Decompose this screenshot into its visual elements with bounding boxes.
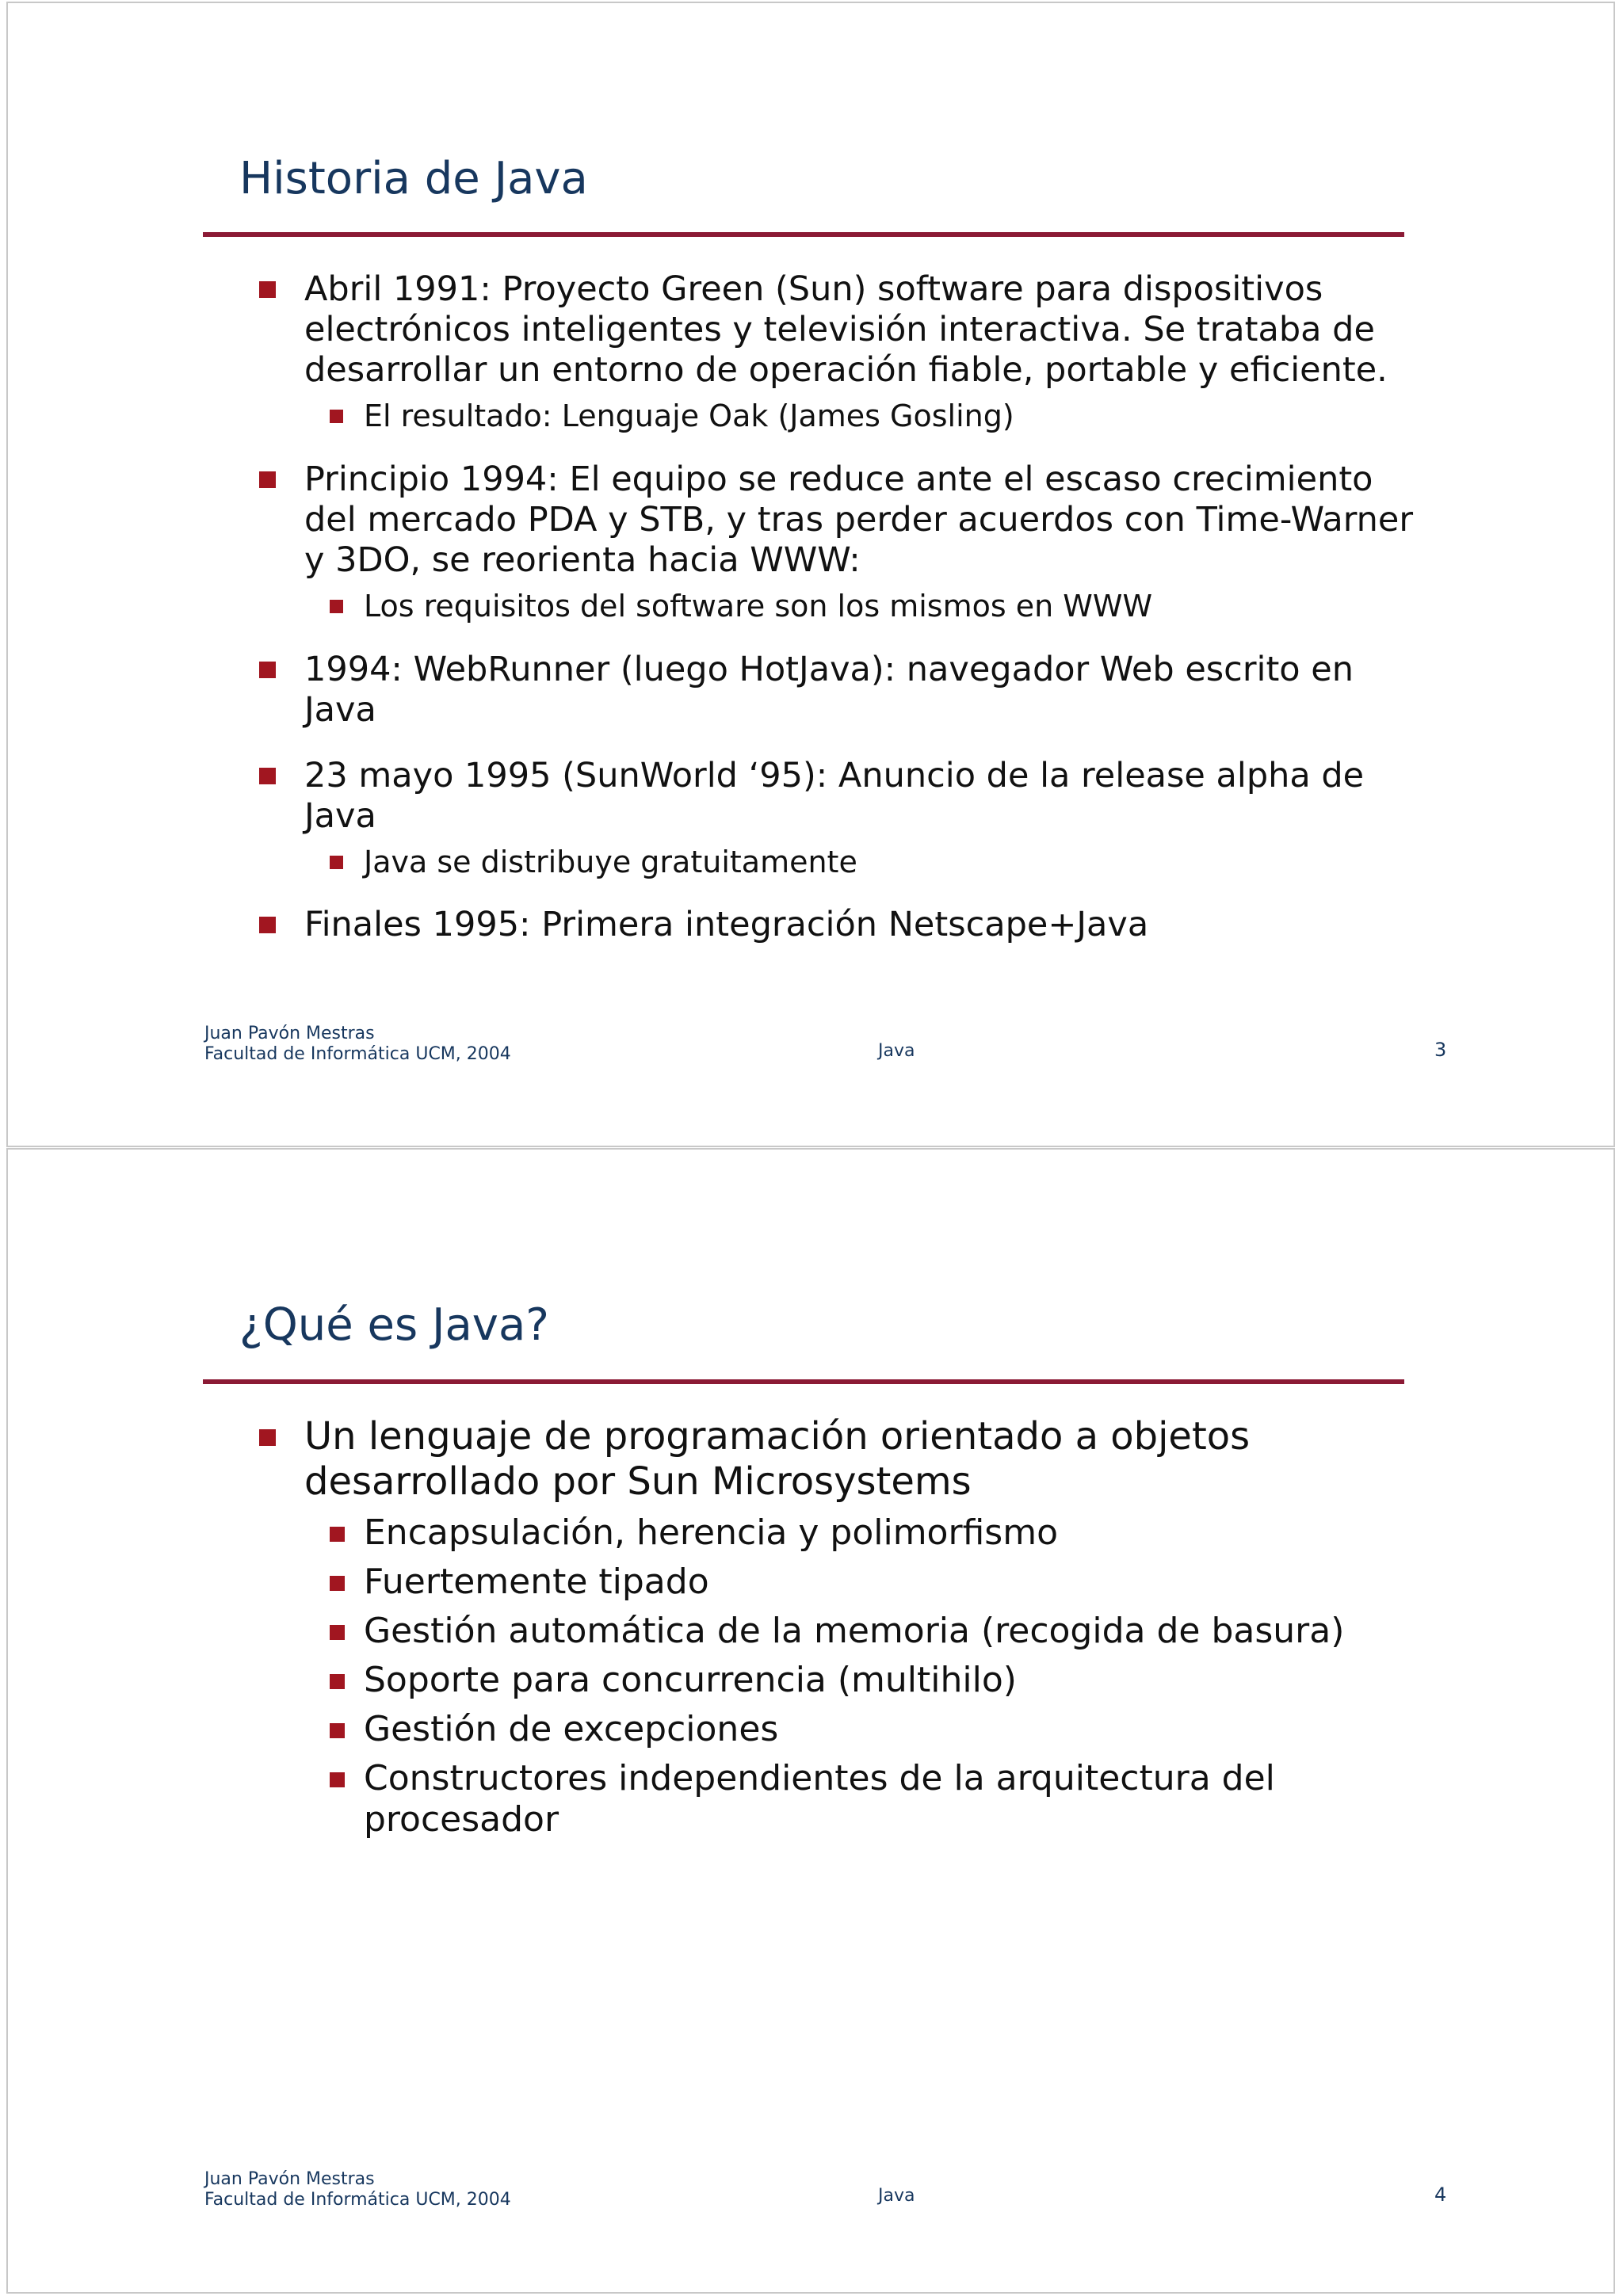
square-bullet-icon: [259, 917, 276, 933]
sub-bullet-text: El resultado: Lenguaje Oak (James Gosling): [364, 399, 1014, 433]
bullet-item: [304, 905, 1430, 945]
bullet-text: Finales 1995: Primera integración Netscape+Java: [304, 905, 1149, 944]
footer-institution: Facultad de Informática UCM, 2004: [204, 1044, 511, 1064]
sub-bullet-text: Gestión de excepciones: [364, 1709, 779, 1749]
sub-bullet-item: [364, 1611, 1442, 1652]
bullet-item: [304, 650, 1430, 730]
square-bullet-icon: [259, 471, 276, 488]
square-bullet-icon: [259, 768, 276, 784]
footer-author-name: Juan Pavón Mestras: [204, 2169, 375, 2189]
title-divider: [203, 1379, 1404, 1384]
slide-title: Historia de Java: [239, 153, 588, 204]
bullet-item: [304, 269, 1430, 391]
sub-bullet-item: [364, 1512, 1442, 1554]
footer-author-name: Juan Pavón Mestras: [204, 1024, 375, 1043]
square-bullet-icon: [330, 1576, 345, 1591]
square-bullet-icon: [330, 600, 343, 613]
sub-bullet-item: [364, 1758, 1315, 1840]
footer-topic: Java: [878, 2186, 915, 2206]
page-number: 4: [1434, 2183, 1447, 2206]
footer-author: [204, 1024, 511, 1065]
bullet-text: Principio 1994: El equipo se reduce ante el escaso crecimiento del mercado PDA y STB, y tras perder acuerdos con Time-Warner y 3DO, se reorienta hacia WWW:: [304, 460, 1414, 580]
bullet-item: [304, 460, 1430, 581]
sub-bullet-item: [364, 398, 1442, 434]
sub-bullet-item: [364, 588, 1442, 624]
bullet-item: [304, 1414, 1366, 1505]
sub-bullet-text: Gestión automática de la memoria (recogida de basura): [364, 1611, 1345, 1651]
sub-bullet-item: [364, 1660, 1442, 1701]
sub-bullet-text: Los requisitos del software son los mismos en WWW: [364, 589, 1153, 624]
square-bullet-icon: [330, 856, 343, 869]
footer-author: [204, 2169, 511, 2210]
square-bullet-icon: [330, 1625, 345, 1640]
square-bullet-icon: [259, 662, 276, 678]
sub-bullet-text: Java se distribuye gratuitamente: [364, 845, 857, 879]
sub-bullet-item: [364, 1709, 1442, 1750]
title-divider: [203, 232, 1404, 237]
square-bullet-icon: [330, 1674, 345, 1689]
sub-bullet-text: Fuertemente tipado: [364, 1562, 709, 1602]
sub-bullet-text: Encapsulación, herencia y polimorfismo: [364, 1512, 1058, 1553]
square-bullet-icon: [259, 1429, 276, 1446]
footer-topic: Java: [878, 1041, 915, 1061]
sub-bullet-text: Soporte para concurrencia (multihilo): [364, 1660, 1017, 1700]
square-bullet-icon: [330, 1772, 345, 1787]
sub-bullet-text: Constructores independientes de la arquitectura del procesador: [364, 1758, 1275, 1840]
square-bullet-icon: [330, 1527, 345, 1542]
bullet-text: Un lenguaje de programación orientado a objetos desarrollado por Sun Microsystems: [304, 1414, 1251, 1504]
bullet-item: [304, 756, 1430, 837]
bullet-text: 1994: WebRunner (luego HotJava): navegador Web escrito en Java: [304, 650, 1354, 730]
bullet-text: 23 mayo 1995 (SunWorld ‘95): Anuncio de la release alpha de Java: [304, 756, 1365, 836]
sub-bullet-item: [364, 1562, 1442, 1603]
slide-title: ¿Qué es Java?: [239, 1299, 549, 1351]
bullet-text: Abril 1991: Proyecto Green (Sun) software para dispositivos electrónicos inteligentes y televisión interactiva. Se trataba de desarrollar un entorno de operación fiable, portable y eficiente.: [304, 269, 1388, 390]
sub-bullet-item: [364, 844, 1442, 880]
slide-3: [6, 2, 1615, 1147]
square-bullet-icon: [259, 281, 276, 298]
slide-4: [6, 1148, 1615, 2294]
page-number: 3: [1434, 1039, 1447, 1061]
square-bullet-icon: [330, 1723, 345, 1738]
square-bullet-icon: [330, 410, 343, 423]
footer-institution: Facultad de Informática UCM, 2004: [204, 2190, 511, 2210]
